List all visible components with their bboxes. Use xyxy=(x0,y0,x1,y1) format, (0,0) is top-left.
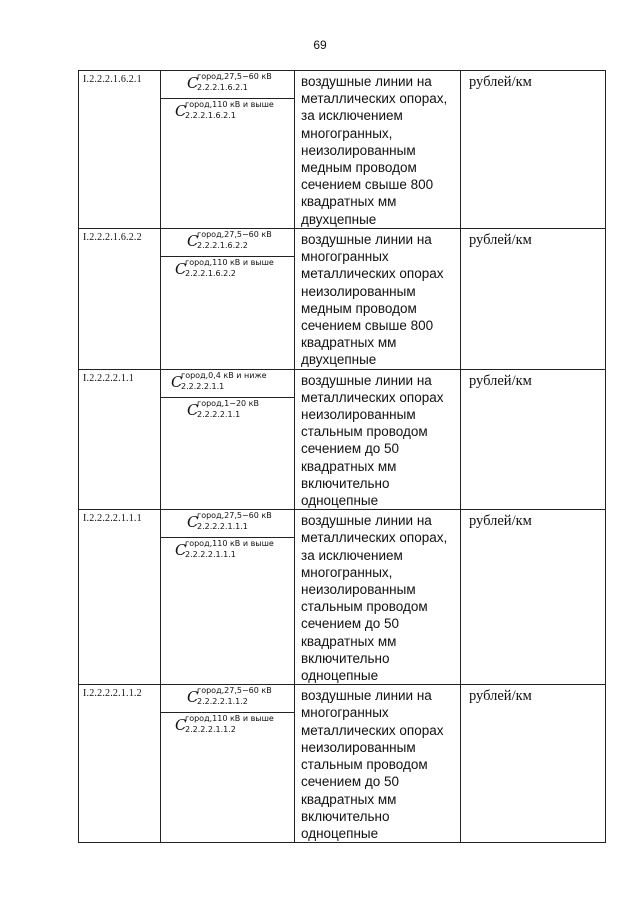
rate-symbol-primary xyxy=(161,510,294,538)
rate-symbol-secondary xyxy=(161,713,294,741)
rate-subscript: 2.2.2.2.1.1 xyxy=(181,381,225,391)
rate-symbol-primary xyxy=(161,229,294,257)
rate-letter: C xyxy=(187,400,199,419)
rate-letter: C xyxy=(187,688,199,707)
description-cell xyxy=(295,229,461,370)
rate-letter: C xyxy=(187,232,199,250)
row-code: I.2.2.2.2.1.1 xyxy=(83,372,134,384)
code-cell xyxy=(79,229,161,370)
row-code: I.2.2.2.2.1.1.1 xyxy=(83,513,142,525)
rate-subscript: 2.2.2.1.6.2.1 xyxy=(197,83,248,92)
rate-superscript: город,110 кВ и выше xyxy=(185,100,274,109)
rate-letter: C xyxy=(175,260,187,278)
rate-letter: C xyxy=(175,102,187,120)
unit-cell xyxy=(461,510,606,685)
row-description: воздушные линии на многогранных металлических опорах неизолированным стальным проводом сечением до 50 квадратных мм включительно одноцепные xyxy=(301,688,444,841)
symbol-cell xyxy=(161,510,295,685)
row-unit: рублей/км xyxy=(469,74,532,90)
rate-symbol-secondary xyxy=(161,99,294,127)
rate-subscript: 2.2.2.2.1.1.2 xyxy=(197,697,248,707)
unit-cell xyxy=(461,369,606,510)
rate-superscript: город,0,4 кВ и ниже xyxy=(181,370,267,380)
rate-letter: C xyxy=(171,372,183,391)
rate-superscript: город,110 кВ и выше xyxy=(185,714,274,724)
rate-subscript: 2.2.2.2.1.1 xyxy=(197,409,241,419)
table-row xyxy=(79,369,606,510)
row-unit: рублей/км xyxy=(469,688,532,705)
rate-symbol-primary xyxy=(161,71,294,99)
unit-cell xyxy=(461,71,606,229)
row-description: воздушные линии на металлических опорах, за исключением многогранных, неизолированным стальным проводом сечением до 50 квадратных мм включительно одноцепные xyxy=(301,513,448,684)
rate-subscript: 2.2.2.1.6.2.2 xyxy=(185,269,236,278)
code-cell xyxy=(79,510,161,685)
rate-letter: C xyxy=(175,541,187,560)
rate-symbol-secondary xyxy=(161,257,294,285)
description-cell xyxy=(295,369,461,510)
rate-superscript: город,27,5−60 кВ xyxy=(197,72,272,81)
unit-cell xyxy=(461,685,606,843)
code-cell xyxy=(79,71,161,229)
rate-superscript: город,27,5−60 кВ xyxy=(197,230,272,239)
table-row xyxy=(79,229,606,370)
table-row xyxy=(79,71,606,229)
rate-letter: C xyxy=(187,74,199,92)
table-row xyxy=(79,685,606,843)
description-cell xyxy=(295,510,461,685)
rate-superscript: город,27,5−60 кВ xyxy=(197,686,272,696)
rate-subscript: 2.2.2.1.6.2.1 xyxy=(185,111,236,120)
symbol-cell xyxy=(161,685,295,843)
rate-superscript: город,110 кВ и выше xyxy=(185,539,274,549)
row-code: I.2.2.2.1.6.2.1 xyxy=(83,74,142,85)
symbol-cell xyxy=(161,229,295,370)
rate-subscript: 2.2.2.2.1.1.1 xyxy=(185,550,236,560)
rate-symbol-secondary xyxy=(161,398,294,426)
rate-subscript: 2.2.2.1.6.2.2 xyxy=(197,241,248,250)
symbol-cell xyxy=(161,369,295,510)
rate-subscript: 2.2.2.2.1.1.2 xyxy=(185,725,236,735)
description-cell xyxy=(295,71,461,229)
rate-superscript: город,1−20 кВ xyxy=(197,398,259,408)
row-unit: рублей/км xyxy=(469,232,532,248)
rate-superscript: город,110 кВ и выше xyxy=(185,258,274,267)
description-cell xyxy=(295,685,461,843)
row-unit: рублей/км xyxy=(469,372,532,389)
tariff-table xyxy=(78,70,606,843)
rate-superscript: город,27,5−60 кВ xyxy=(197,511,272,521)
rate-symbol-secondary xyxy=(161,538,294,566)
row-description: воздушные линии на многогранных металлических опорах неизолированным медным проводом сечением свыше 800 квадратных мм двухцепные xyxy=(301,232,444,368)
row-code: I.2.2.2.2.1.1.2 xyxy=(83,688,142,700)
rate-letter: C xyxy=(175,716,187,735)
unit-cell xyxy=(461,229,606,370)
rate-symbol-primary xyxy=(161,370,294,398)
row-code: I.2.2.2.1.6.2.2 xyxy=(83,232,142,243)
symbol-cell xyxy=(161,71,295,229)
page-number: 69 xyxy=(313,38,327,52)
rate-symbol-primary xyxy=(161,685,294,713)
row-unit: рублей/км xyxy=(469,513,532,530)
row-description: воздушные линии на металлических опорах неизолированным стальным проводом сечением до 50 квадратных мм включительно одноцепные xyxy=(301,372,444,509)
rate-letter: C xyxy=(187,513,199,532)
code-cell xyxy=(79,685,161,843)
rate-subscript: 2.2.2.2.1.1.1 xyxy=(197,522,248,532)
row-description: воздушные линии на металлических опорах, за исключением многогранных, неизолированным медным проводом сечением свыше 800 квадратных мм двухцепные xyxy=(301,74,448,227)
table-row xyxy=(79,510,606,685)
code-cell xyxy=(79,369,161,510)
